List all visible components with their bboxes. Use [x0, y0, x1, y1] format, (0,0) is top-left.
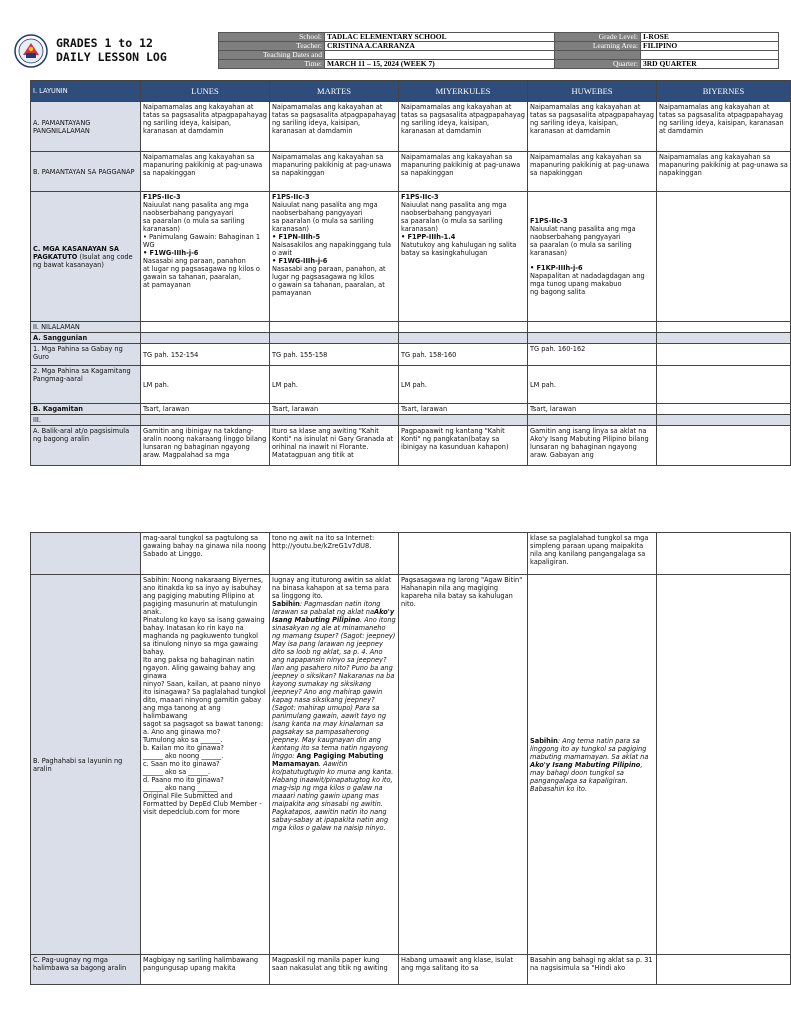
- cell-text: Naipamamalas ang kakayahan at tatas sa pagsasalita atpagpapahayag ng sariling ideya, kaisipan, karanasan at damdamin: [270, 102, 399, 152]
- cell-text: Magpaskil ng manila paper kung saan nakasulat ang titik ng awiting: [270, 955, 399, 985]
- cell-paghahabi-miyerkules: Pagsasagawa ng larong "Agaw Bitin" Hahanapin nila ang magiging kapareha nila batay sa kahulugan nito.: [399, 575, 528, 955]
- row-label: 1. Mga Pahina sa Gabay ng Guro: [31, 344, 141, 366]
- cell-paghahabi-huwebes: Sabihin: Ang tema natin para sa linggong ito ay tungkol sa pagiging mabuting mamamayan. Sa aklat na Ako'y Isang Mabuting Pilipino, may bahagi doon tungkol sa pangangalaga sa kapaligiran. Babasahin ko ito.: [528, 575, 657, 955]
- title-line-2: DAILY LESSON LOG: [56, 50, 167, 64]
- row-nilalaman: [31, 322, 791, 333]
- row-label: A. Balik-aral at/o pagsisimula ng bagong aralin: [31, 426, 141, 466]
- cell-text: Tsart, larawan: [141, 404, 270, 415]
- page-1: [0, 0, 788, 488]
- section-label: II. NILALAMAN: [31, 322, 141, 333]
- cell-text: Tsart, larawan: [528, 404, 657, 415]
- col-miyerkules: MIYERKULES: [399, 81, 528, 102]
- row-label: C. MGA KASANAYAN SA PAGKATUTO (Isulat ang code ng bawat kasanayan): [31, 192, 141, 322]
- row-label: C. Pag-uugnay ng mga halimbawa sa bagong aralin: [31, 955, 141, 985]
- area-label: Learning Area:: [555, 42, 641, 51]
- school-label: School:: [219, 33, 325, 42]
- cell-text: tono ng awit na ito sa Internet: http://youtu.be/kZreG1v7dU8.: [270, 533, 399, 575]
- col-huwebes: HUWEBES: [528, 81, 657, 102]
- cell-text: LM pah.: [141, 366, 270, 404]
- section-label: B. Kagamitan: [31, 404, 141, 415]
- row-sanggunian: [31, 333, 791, 344]
- cell-competency-miyerkules: F1PS-IIc-3 Naiuulat nang pasalita ang mga naobserbahang pangyayari sa paaralan (o mula sa sariling karanasan) • F1PP-IIIh-1.4 Natutukoy ang kahulugan ng salita batay sa kasingkahulugan: [399, 192, 528, 322]
- row-pag-uugnay: [31, 955, 791, 985]
- cell-text: TG pah. 158-160: [399, 344, 528, 366]
- quarter-label: Quarter:: [555, 60, 641, 69]
- cell-text: Naipamamalas ang kakayahan sa mapanuring pakikinig at pag-unawa sa napakinggan: [399, 152, 528, 192]
- grade-label: Grade Level:: [555, 33, 641, 42]
- cell-competency-huwebes: F1PS-IIc-3 Naiuulat nang pasalita ang mga naobserbahang pangyayari sa paaralan (o mula sa sariling karanasan) • F1KP-IIIh-j-6 Napapalitan at nadadagdagan ang mga tunog upang makabuo ng bagong salita: [528, 192, 657, 322]
- row-balik-aral: [31, 426, 791, 466]
- row-paghahabi: [31, 575, 791, 955]
- cell-text: TG pah. 152-154: [141, 344, 270, 366]
- row-gabay-ng-guro: [31, 344, 791, 366]
- column-header-row: [31, 81, 791, 102]
- cell-competency-martes: F1PS-IIc-3 Naiuulat nang pasalita ang mga naobserbahang pangyayari sa paaralan (o mula sa sariling karanasan) • F1PN-IIIh-5 Naisasakilos ang napakinggang tula o awit • F1WG-IIIh-j-6 Nasasabi ang paraan, panahon, at lugar ng pagsasagawa ng kilos o gawain sa tahanan, paaralan, at pamayanan: [270, 192, 399, 322]
- quarter-value: 3RD QUARTER: [641, 60, 779, 69]
- cell-text: Naipamamalas ang kakayahan at tatas sa pagsasalita atpagpapahayag ng sariling ideya, kaisipan, karanasan at damdamin: [141, 102, 270, 152]
- cell-text: mag-aaral tungkol sa pagtulong sa gawaing bahay na ginawa nila noong Sabado at Linggo.: [141, 533, 270, 575]
- area-value: FILIPINO: [641, 42, 779, 51]
- cell-text: Tsart, larawan: [399, 404, 528, 415]
- cell-text: Gamitin ang isang linya sa aklat na Ako'y Isang Mabuting Pilipino bilang lunsaran ng bahaginan ngayong araw. Gabayan ang: [528, 426, 657, 466]
- row-kagamitang-pangmag-aaral: [31, 366, 791, 404]
- cell-text: Naipamamalas ang kakayahan sa mapanuring pakikinig at pag-unawa sa napakinggan: [270, 152, 399, 192]
- cell-text: Tsart, larawan: [270, 404, 399, 415]
- page-2: [0, 528, 768, 1024]
- cell-text: Ituro sa klase ang awiting "Kahit Konti" na isinulat ni Gary Granada at orihinal na inawit ni Florante. Matatagpuan ang titik at: [270, 426, 399, 466]
- teacher-label: Teacher:: [219, 42, 325, 51]
- section-label: III.: [31, 415, 141, 426]
- school-value: TADLAC ELEMENTARY SCHOOL: [325, 33, 555, 42]
- row-label: B. Paghahabi sa layunin ng aralin: [31, 575, 141, 955]
- teacher-value: CRISTINA A.CARRANZA: [325, 42, 555, 51]
- cell-text: TG pah. 155-158: [270, 344, 399, 366]
- lesson-table-page-2: [30, 532, 791, 985]
- cell-competency-biyernes: [657, 192, 791, 322]
- cell-text: TG pah. 160-162: [528, 344, 657, 366]
- cell-paghahabi-lunes: Sabihin: Noong nakaraang Biyernes, ano itinakda ko sa inyo ay isabuhay ang pagiging mabuting Pilipino at pagiging masunurin at matulungin anak. Pinatulong ko kayo sa isang gawaing bahay. Inatasan ko rin kayo na maghanda ng pagkuwento tungkol sa itinulong ninyo sa mga gawaing bahay. Ito ang paksa ng bahaginan natin ngayon. Aling gawaing bahay ang ginawa ninyo? Saan, kailan, at paano ninyo ito isinagawa? Sa paglalahad tungkol dito, maaari ninyong gamitin gabay ang mga tanong at ang halimbawang sagot sa pagsagot sa bawat tanong: a. Ano ang ginawa mo? Tumulong ako sa ______. b. Kailan mo ito ginawa? ______ ako noong ______. c. Saan mo ito ginawa? ______ ako sa ______. d. Paano mo ito ginawa? ______ ako nang ______ Original File Submitted and Formatted by DepEd Club Member - visit depedclub.com for more: [141, 575, 270, 955]
- cell-text: Naipamamalas ang kakayahan at tatas sa pagsasalita atpagpapahayag ng sariling ideya, kaisipan, karanasan at damdamin: [399, 102, 528, 152]
- title-line-1: GRADES 1 to 12: [56, 36, 153, 50]
- lesson-table-page-1: [30, 80, 791, 466]
- cell-text: Gamitin ang ibinigay na takdang-aralin noong nakaraang linggo bilang lunsaran ng bahaginan ngayong araw. Magpalahad sa mga: [141, 426, 270, 466]
- cell-text: Habang umaawit ang klase, isulat ang mga salitang ito sa: [399, 955, 528, 985]
- cell-text: Basahin ang bahagi ng aklat sa p. 31 na nagsisimula sa "Hindi ako: [528, 955, 657, 985]
- dates-label: Teaching Dates and: [219, 51, 325, 60]
- cell-text: Naipamamalas ang kakayahan sa mapanuring pakikinig at pag-unawa sa napakinggan: [528, 152, 657, 192]
- cell-text: Naipamamalas ang kakayahan at tatas sa pagsasalita atpagpapahayag ng sariling ideya, kaisipan, karanasan at damdamin: [657, 102, 791, 152]
- time-label: Time:: [219, 60, 325, 69]
- cell-text: LM pah.: [399, 366, 528, 404]
- cell-text: klase sa paglalahad tungkol sa mga simpleng paraan upang maipakita nila ang kanilang pangangalaga sa kapaligiran.: [528, 533, 657, 575]
- row-pamantayang-pangnilalaman: [31, 102, 791, 152]
- header-info-table: [218, 32, 779, 69]
- col-lunes: LUNES: [141, 81, 270, 102]
- grade-value: I-ROSE: [641, 33, 779, 42]
- col-layunin: I. LAYUNIN: [31, 81, 141, 102]
- cell-text: Naipamamalas ang kakayahan sa mapanuring pakikinig at pag-unawa sa napakinggan: [657, 152, 791, 192]
- row-kagamitan: [31, 404, 791, 415]
- row-pamantayan-sa-pagganap: [31, 152, 791, 192]
- cell-text: Naipamamalas ang kakayahan sa mapanuring pakikinig at pag-unawa sa napakinggan: [141, 152, 270, 192]
- row-label: A. PAMANTAYANG PANGNILALAMAN: [31, 102, 141, 152]
- dates-value: MARCH 11 – 15, 2024 (WEEK 7): [325, 60, 555, 69]
- row-label: 2. Mga Pahina sa Kagamitang Pangmag-aaral: [31, 366, 141, 404]
- row-mga-kasanayan: [31, 192, 791, 322]
- row-iii: [31, 415, 791, 426]
- cell-text: Pagpapaawit ng kantang "Kahit Konti" ng pangkatan(batay sa ibinigay na kasunduan kahapon): [399, 426, 528, 466]
- row-label: B. PAMANTAYAN SA PAGGANAP: [31, 152, 141, 192]
- cell-competency-lunes: F1PS-IIc-3 Naiuulat nang pasalita ang mga naobserbahang pangyayari sa paaralan (o mula sa sariling karanasan) • Panimulang Gawain: Bahaginan 1 WG • F1WG-IIIh-j-6 Nasasabi ang paraan, panahon at lugar ng pagsasagawa ng kilos o gawain sa tahanan, paaralan, at pamayanan: [141, 192, 270, 322]
- section-label: A. Sanggunian: [31, 333, 141, 344]
- cell-paghahabi-martes: Iugnay ang ituturong awitin sa aklat na binasa kahapon at sa tema para sa linggong ito. Sabihin: Pagmasdan natin itong larawan sa pabalat ng aklat naAko'y Isang Mabuting Pilipino. Ano itong sinasakyan ng ale at minamaneho ng mamang tsuper? (Sagot: jeepney) May isa pang larawan ng jeepney dito sa loob ng aklat, sa p. 4. Ano ang napapansin ninyo sa jeepney? Ilan ang pasahero nito? Puno ba ang jeepney o siksikan? Nakaranas na ba kayong sumakay ng siksikang jeepney? Ano ang mahirap gawin kapag nasa siksikang jeepney? (Sagot: mahirap umupo) Para sa panimulang gawain, aawit tayo ng isang kanta na may kinalaman sa pagsakay sa pampasaherong jeepney. May kaugnayan din ang kantang ito sa tema natin ngayong linggo: Ang Pagiging Mabuting Mamamayan. Aawitin ko/patutugtugin ko muna ang kanta. Habang inaawit/pinapatugtog ko ito, mag-isip ng mga kilos o galaw na maaari nating gawin upang mas maipakita ang sinasabi ng awitin. Pagkatapos, aawitin natin ito nang sabay-sabay at ipapakita natin ang mga kilos o galaw na naisip ninyo.: [270, 575, 399, 955]
- cell-text: Naipamamalas ang kakayahan at tatas sa pagsasalita atpagpapahayag ng sariling ideya, kaisipan, karanasan at damdamin: [528, 102, 657, 152]
- document-title: [56, 36, 167, 64]
- col-biyernes: BIYERNES: [657, 81, 791, 102]
- col-martes: MARTES: [270, 81, 399, 102]
- header: [10, 32, 768, 70]
- cell-text: LM pah.: [528, 366, 657, 404]
- cell-text: LM pah.: [270, 366, 399, 404]
- deped-seal-icon: [14, 34, 48, 68]
- row-balik-aral-continued: [31, 533, 791, 575]
- cell-text: Magbigay ng sariling halimbawang pangungusap upang makita: [141, 955, 270, 985]
